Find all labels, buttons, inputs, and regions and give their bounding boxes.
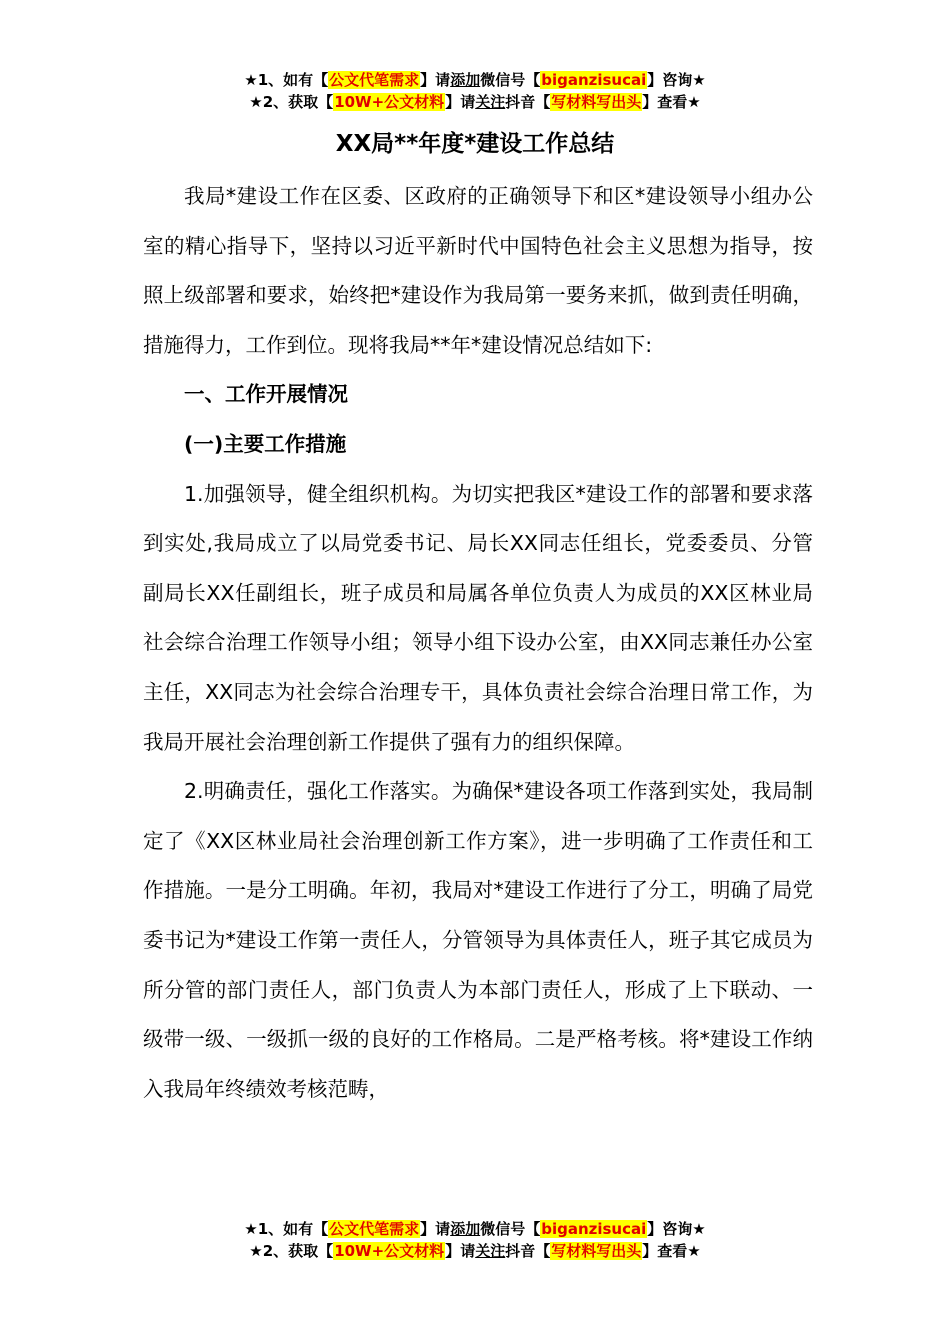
banner-text: ★1、如有【 (244, 71, 329, 89)
subsection-heading: (一)主要工作措施 (184, 431, 347, 456)
banner-text: ★1、如有【 (244, 1220, 329, 1238)
banner-underlined-text: 添加 (450, 1220, 481, 1238)
header-banner (0, 69, 950, 113)
banner-highlight: 公文代笔需求 (329, 71, 420, 89)
banner-text: 】请 (420, 71, 451, 89)
document-body (143, 172, 813, 1114)
banner-highlight: 公文代笔需求 (329, 1220, 420, 1238)
banner-underlined-text: 关注 (475, 93, 506, 111)
document-title: XX局**年度*建设工作总结 (335, 131, 615, 157)
banner-highlight: biganzisucai (541, 71, 647, 89)
banner-text: 】请 (445, 1242, 476, 1260)
banner-text: ★2、获取【 (249, 1242, 334, 1260)
banner-line-2 (0, 91, 950, 113)
banner-highlight: 写材料写出头 (551, 1242, 642, 1260)
banner-text: 】请 (445, 93, 476, 111)
banner-text: 】查看★ (642, 1242, 701, 1260)
banner-text: 】咨询★ (647, 1220, 706, 1238)
paragraph-leadership: 1.加强领导，健全组织机构。为切实把我区*建设工作的部署和要求落到实处,我局成立了以局党委书记、局长XX同志任组长，党委委员、分管副局长XX任副组长，班子成员和局属各单位负责人为成员的XX区林业局社会综合治理工作领导小组；领导小组下设办公室，由XX同志兼任办公室主任，XX同志为社会综合治理专干，具体负责社会综合治理日常工作，为我局开展社会治理创新工作提供了强有力的组织保障。 (143, 481, 813, 754)
banner-line-2 (0, 1240, 950, 1262)
paragraph-responsibility: 2.明确责任，强化工作落实。为确保*建设各项工作落到实处，我局制定了《XX区林业局社会治理创新工作方案》，进一步明确了工作责任和工作措施。一是分工明确。年初，我局对*建设工作进行了分工，明确了局党委书记为*建设工作第一责任人，分管领导为具体责任人，班子其它成员为所分管的部门责任人，部门负责人为本部门责任人，形成了上下联动、一级带一级、一级抓一级的良好的工作格局。二是严格考核。将*建设工作纳入我局年终绩效考核范畴， (143, 779, 813, 1101)
banner-text: 】咨询★ (647, 71, 706, 89)
banner-text: 】请 (420, 1220, 451, 1238)
banner-highlight: 10W+公文材料 (334, 1242, 445, 1260)
section-heading: 一、工作开展情况 (184, 382, 348, 407)
banner-text: 微信号【 (480, 71, 541, 89)
banner-highlight: 10W+公文材料 (334, 93, 445, 111)
banner-text: 】查看★ (642, 93, 701, 111)
banner-line-1 (0, 1218, 950, 1240)
banner-highlight: 写材料写出头 (551, 93, 642, 111)
banner-text: 微信号【 (480, 1220, 541, 1238)
banner-text: 抖音【 (505, 93, 551, 111)
banner-underlined-text: 关注 (475, 1242, 506, 1260)
banner-highlight: biganzisucai (541, 1220, 647, 1238)
banner-text: ★2、获取【 (249, 93, 334, 111)
footer-banner (0, 1218, 950, 1262)
banner-line-1 (0, 69, 950, 91)
banner-underlined-text: 添加 (450, 71, 481, 89)
paragraph-intro: 我局*建设工作在区委、区政府的正确领导下和区*建设领导小组办公室的精心指导下，坚持以习近平新时代中国特色社会主义思想为指导，按照上级部署和要求，始终把*建设作为我局第一要务来抓，做到责任明确，措施得力，工作到位。现将我局**年*建设情况总结如下: (143, 184, 813, 357)
banner-text: 抖音【 (505, 1242, 551, 1260)
